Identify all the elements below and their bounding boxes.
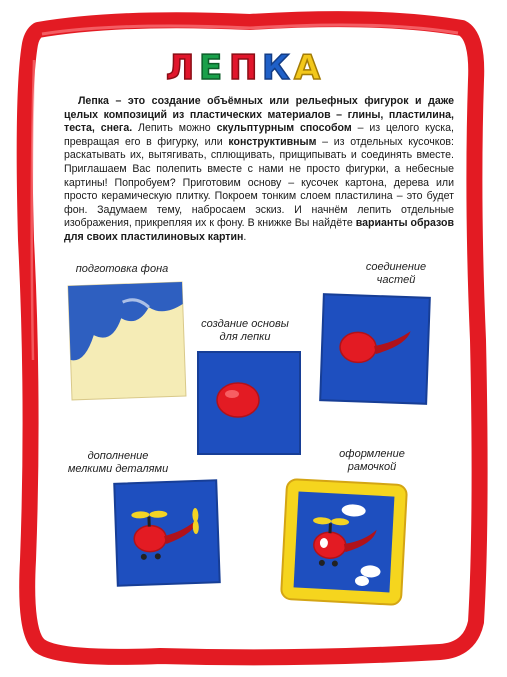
page-title xyxy=(0,0,507,95)
panel-background xyxy=(64,278,190,404)
intro-text: . xyxy=(243,230,247,243)
panel-details xyxy=(110,476,224,590)
caption-step5: оформление рамочкой xyxy=(339,448,405,473)
panel-framed xyxy=(276,474,412,610)
caption-step4: дополнение мелкими деталями xyxy=(67,450,169,475)
intro-text: Лепить можно xyxy=(132,122,217,135)
title-letter: К xyxy=(262,48,290,88)
intro-text: – из целого куска, превращая его в фигурку, или xyxy=(64,122,454,148)
intro-term: конструктивным xyxy=(228,135,317,148)
intro-paragraph xyxy=(64,95,454,245)
title-letter: Е xyxy=(199,48,223,88)
intro-lead: Лепка – это создание объёмных или рельефных фигурок и даже целых композиций из пластических материалов – глины, пластилина, теста, снега. xyxy=(64,95,454,135)
intro-term: варианты образов для своих пластилиновых картин xyxy=(64,217,454,243)
caption-step3: соединение частей xyxy=(365,261,427,286)
title-letter: П xyxy=(229,48,258,88)
intro-term: скульптурным способом xyxy=(216,122,352,135)
caption-step2: создание основы для лепки xyxy=(201,318,289,343)
title-letter: Л xyxy=(166,48,195,88)
title-letter: А xyxy=(294,48,321,88)
panel-base xyxy=(194,348,304,458)
intro-text: – из отдельных кусочков: раскатывать их, вытягивать, сплющивать, прищипывать и соединять вместе. Приглашаем Вас полепить вместе с нами не просто фигурки, а небесные картины! Попробуем? Приготовим основу – кусочек картона, дерева или просто керамическую плитку. Покроем тонким слоем пластилина – это будет фон. Задумаем тему, набросаем эскиз. И начнём лепить отдельные изображения, прикрепляя их к фону. В книжке Вы найдёте xyxy=(64,135,454,230)
panel-join xyxy=(316,290,434,408)
caption-step1: подготовка фона xyxy=(75,263,169,275)
